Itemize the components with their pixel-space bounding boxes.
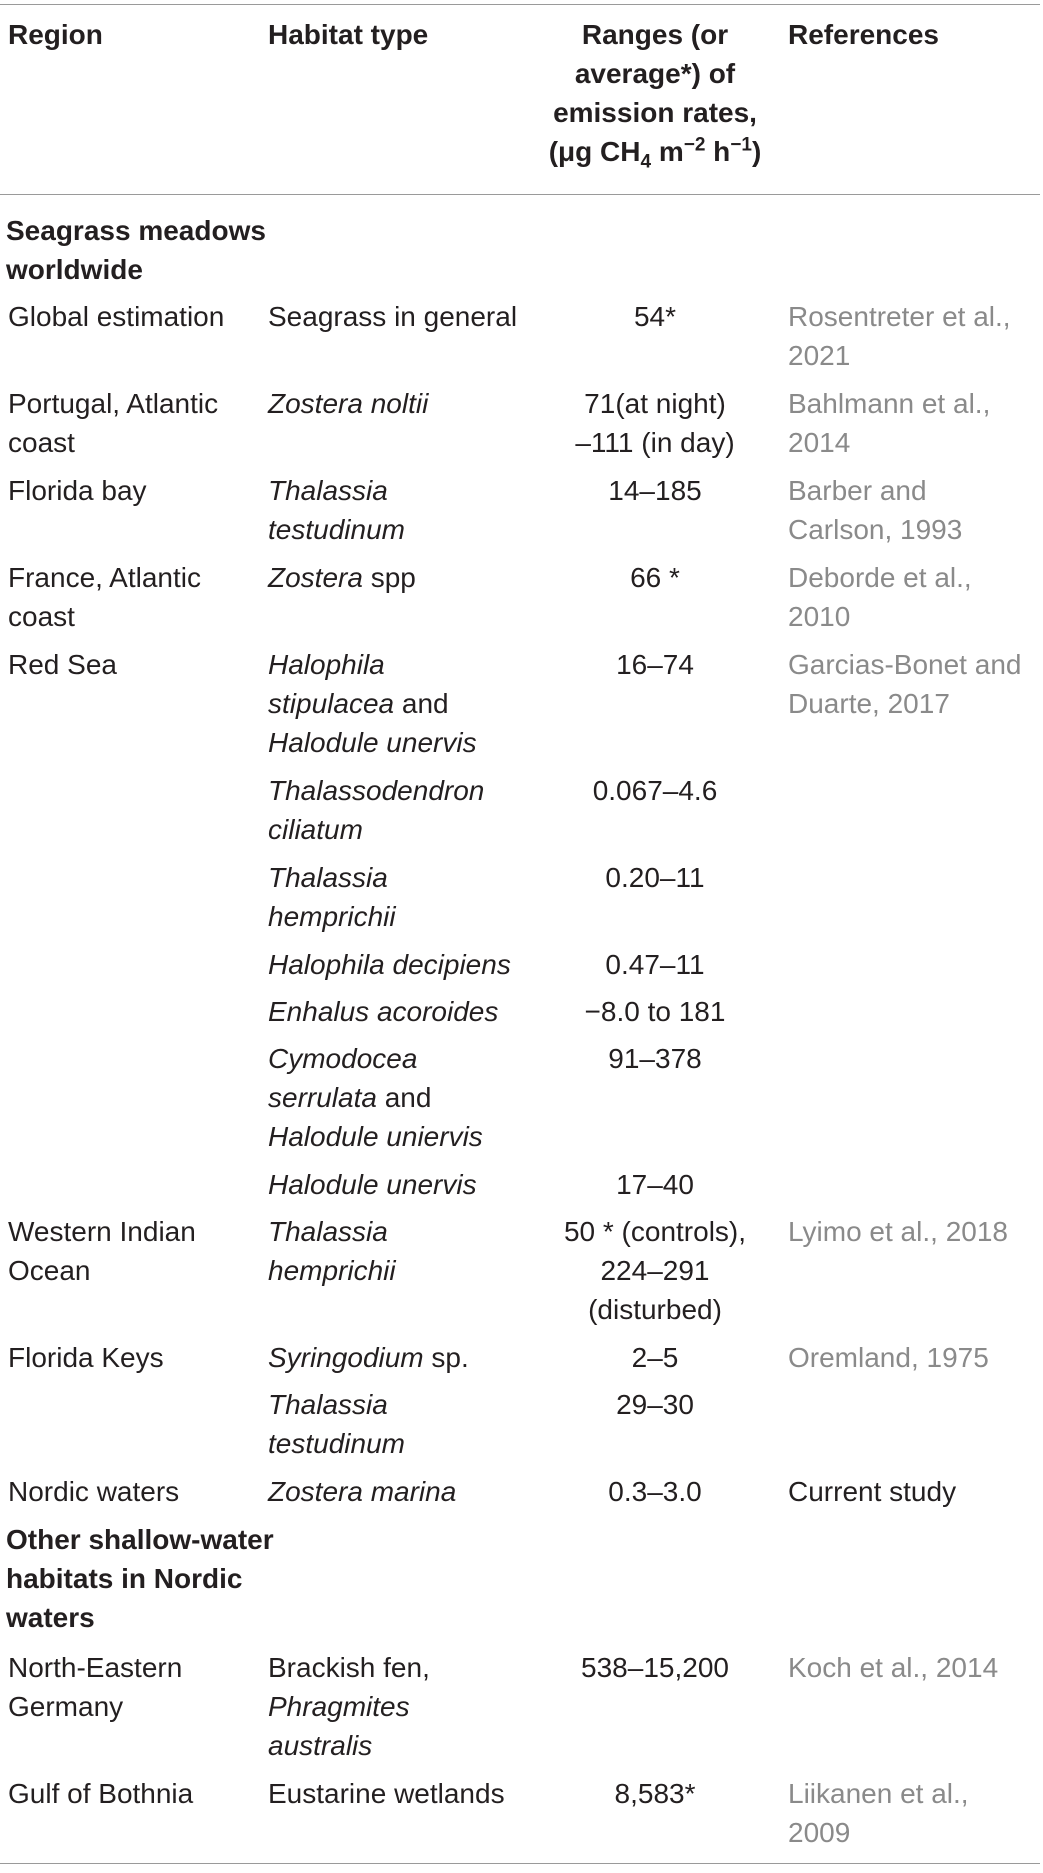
cell-rate: 16–74 [616, 649, 694, 680]
cell-rate: 0.20–11 [605, 862, 705, 893]
cell-region: Gulf of Bothnia [8, 1778, 194, 1809]
cell-region: Florida Keys [8, 1342, 164, 1373]
header-rates-line1: Ranges (or [581, 19, 729, 50]
cell-region: Western Indian Ocean [8, 1216, 196, 1286]
cell-rate: 71(at night) –111 (in day) [575, 388, 735, 458]
cell-reference: Liikanen et al., 2009 [788, 1778, 969, 1848]
cell-region: France, Atlantic coast [8, 562, 201, 632]
cell-rate: −8.0 to 181 [584, 996, 726, 1027]
cell-habitat: Zostera spp [268, 562, 416, 593]
cell-habitat: Halodule unervis [268, 1169, 477, 1200]
cell-habitat: Thalassia testudinum [268, 475, 405, 545]
cell-reference: Koch et al., 2014 [788, 1652, 999, 1683]
header-rates-unit: (μg $CH_4$ $m^{-2}$ $h^{-1}$) [548, 134, 762, 173]
cell-rate: 8,583* [614, 1778, 696, 1809]
cell-habitat: Halophila stipulacea and Halodule unervis [268, 649, 477, 758]
header-references: References [788, 19, 939, 50]
cell-habitat: Zostera marina [268, 1476, 457, 1507]
header-rates [545, 15, 765, 171]
cell-rate: 14–185 [608, 475, 702, 506]
cell-habitat: Brackish fen, Phragmites australis [268, 1652, 430, 1761]
cell-reference: Rosentreter et al., 2021 [788, 301, 1011, 371]
cell-rate: 29–30 [616, 1389, 694, 1420]
cell-rate: 66 * [630, 562, 680, 593]
cell-habitat: Syringodium sp. [268, 1342, 469, 1373]
header-rates-line2: average*) of [574, 58, 736, 89]
cell-rate: 0.3–3.0 [608, 1476, 702, 1507]
section-heading-seagrass: Seagrass meadows worldwide [6, 215, 266, 285]
cell-habitat: Enhalus acoroides [268, 996, 499, 1027]
cell-region: Global estimation [8, 301, 225, 332]
header-habitat: Habitat type [268, 19, 429, 50]
cell-region: Red Sea [8, 649, 117, 680]
header-bottom-rule [0, 194, 1040, 195]
cell-habitat: Thalassia hemprichii [268, 862, 396, 932]
cell-habitat: Cymodocea serrulata and Halodule uniervis [268, 1043, 483, 1152]
header-region: Region [8, 19, 103, 50]
table-bottom-rule [0, 1863, 1040, 1864]
cell-rate: 54* [633, 301, 677, 332]
cell-region: Nordic waters [8, 1476, 180, 1507]
cell-reference: Garcias-Bonet and Duarte, 2017 [788, 649, 1022, 719]
cell-region: Florida bay [8, 475, 147, 506]
cell-rate: 2–5 [631, 1342, 679, 1373]
header-rates-line3: emission rates, [553, 97, 757, 128]
cell-reference: Barber and Carlson, 1993 [788, 475, 963, 545]
cell-rate: 50 * (controls), 224–291 (disturbed) [563, 1216, 747, 1325]
cell-rate: 0.067–4.6 [592, 775, 718, 806]
cell-habitat: Thalassia testudinum [268, 1389, 405, 1459]
cell-reference: Deborde et al., 2010 [788, 562, 972, 632]
cell-reference: Oremland, 1975 [788, 1342, 989, 1373]
cell-habitat: Thalassia hemprichii [268, 1216, 396, 1286]
cell-habitat: Zostera noltii [268, 388, 429, 419]
cell-rate: 91–378 [608, 1043, 702, 1074]
cell-reference: Lyimo et al., 2018 [788, 1216, 1008, 1247]
cell-rate: 0.47–11 [605, 949, 705, 980]
table-top-rule [0, 4, 1040, 5]
section-heading-nordic: Other shallow-water habitats in Nordic waters [6, 1524, 274, 1633]
cell-reference: Current study [788, 1476, 957, 1507]
cell-rate: 17–40 [616, 1169, 694, 1200]
cell-habitat: Halophila decipiens [268, 949, 511, 980]
cell-habitat: Thalassodendron ciliatum [268, 775, 485, 845]
cell-habitat: Seagrass in general [268, 301, 518, 332]
cell-region: North-Eastern Germany [8, 1652, 183, 1722]
cell-habitat: Eustarine wetlands [268, 1778, 505, 1809]
cell-region: Portugal, Atlantic coast [8, 388, 219, 458]
cell-reference: Bahlmann et al., 2014 [788, 388, 991, 458]
cell-rate: 538–15,200 [581, 1652, 729, 1683]
